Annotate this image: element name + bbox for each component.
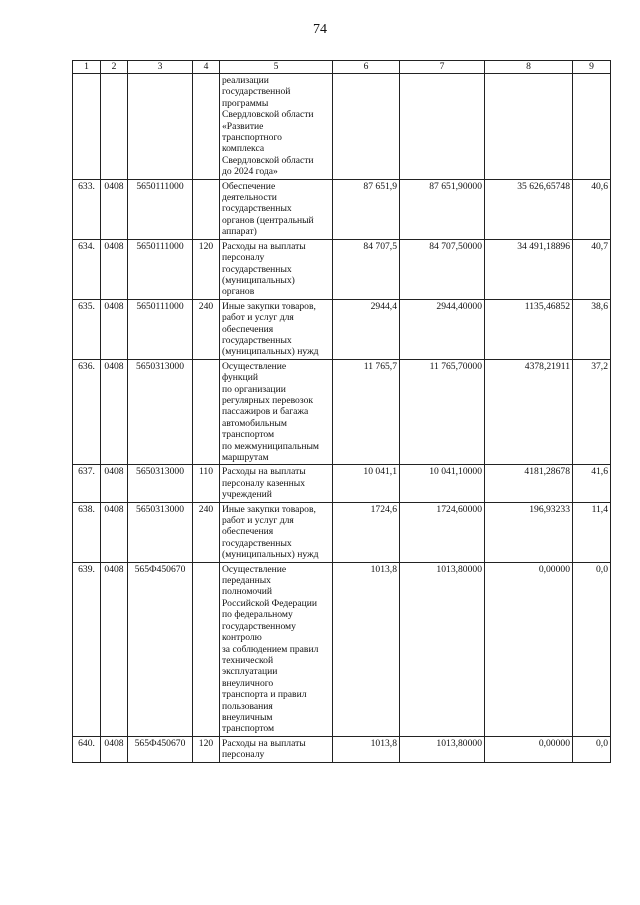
- executed-amount-cell: 0,00000: [485, 736, 573, 762]
- item-name-line: (муниципальных): [222, 274, 295, 286]
- item-name-line: программы: [222, 97, 269, 109]
- item-name-line: работ и услуг для: [222, 515, 294, 527]
- expense-type-code-cell: 120: [193, 736, 220, 762]
- item-name-line: обеспечения: [222, 526, 274, 538]
- column-header-2: 2: [101, 61, 128, 74]
- item-name-line: пользования: [222, 700, 273, 712]
- expense-type-code-cell: [193, 562, 220, 736]
- execution-percent-cell: 38,6: [573, 299, 611, 359]
- executed-amount-cell: 196,93233: [485, 502, 573, 562]
- executed-amount-cell: 4181,28678: [485, 465, 573, 502]
- item-name-line: государственных: [222, 263, 292, 275]
- expense-type-code-cell: 110: [193, 465, 220, 502]
- table-row: [73, 562, 611, 736]
- expense-type-code-cell: [193, 74, 220, 180]
- item-name-line: Иные закупки товаров,: [222, 300, 316, 312]
- column-header-9: 9: [573, 61, 611, 74]
- planned-amount-cell: 87 651,90000: [400, 179, 485, 239]
- planned-amount-cell: [400, 74, 485, 180]
- row-number-cell: 640.: [73, 736, 101, 762]
- item-name-cell: [220, 359, 333, 465]
- row-number-cell: 638.: [73, 502, 101, 562]
- execution-percent-cell: [573, 74, 611, 180]
- item-name-line: Осуществление: [222, 563, 287, 575]
- item-name-line: за соблюдением правил: [222, 643, 319, 655]
- item-name-cell: [220, 465, 333, 502]
- item-name-line: персоналу: [222, 749, 265, 761]
- table-body: [73, 74, 611, 763]
- executed-amount-cell: 34 491,18896: [485, 239, 573, 299]
- row-number-cell: 639.: [73, 562, 101, 736]
- section-code-cell: 0408: [101, 179, 128, 239]
- item-name-line: аппарат): [222, 226, 257, 238]
- item-name-line: Расходы на выплаты: [222, 466, 306, 478]
- item-name-line: деятельности: [222, 192, 277, 204]
- approved-amount-cell: 11 765,7: [333, 359, 400, 465]
- item-name-line: государственному: [222, 620, 296, 632]
- item-name-line: технической: [222, 654, 274, 666]
- table-row: [73, 465, 611, 502]
- item-name-cell: [220, 562, 333, 736]
- budget-table: [72, 60, 611, 763]
- executed-amount-cell: [485, 74, 573, 180]
- row-number-cell: [73, 74, 101, 180]
- item-name-cell: [220, 179, 333, 239]
- section-code-cell: 0408: [101, 562, 128, 736]
- item-name-line: Осуществление: [222, 360, 287, 372]
- item-name-line: (муниципальных) нужд: [222, 549, 319, 561]
- item-name-line: Свердловской области: [222, 109, 314, 121]
- item-name-line: переданных: [222, 575, 271, 587]
- table-row: [73, 736, 611, 762]
- item-name-line: учреждений: [222, 489, 272, 501]
- planned-amount-cell: 2944,40000: [400, 299, 485, 359]
- item-name-cell: [220, 74, 333, 180]
- header-row: [73, 61, 611, 74]
- row-number-cell: 636.: [73, 359, 101, 465]
- item-name-line: транспортного: [222, 132, 282, 144]
- item-name-line: контролю: [222, 632, 262, 644]
- planned-amount-cell: 84 707,50000: [400, 239, 485, 299]
- item-name-line: работ и услуг для: [222, 312, 294, 324]
- expense-type-code-cell: [193, 359, 220, 465]
- table-row: [73, 359, 611, 465]
- item-name-line: Расходы на выплаты: [222, 737, 306, 749]
- item-name-line: полномочий: [222, 586, 273, 598]
- planned-amount-cell: 1013,80000: [400, 562, 485, 736]
- executed-amount-cell: 1135,46852: [485, 299, 573, 359]
- section-code-cell: 0408: [101, 299, 128, 359]
- item-name-line: по межмуниципальным: [222, 440, 319, 452]
- target-article-code-cell: 5650111000: [128, 239, 193, 299]
- column-header-3: 3: [128, 61, 193, 74]
- item-name-line: внеуличным: [222, 711, 273, 723]
- target-article-code-cell: 565Ф450670: [128, 736, 193, 762]
- execution-percent-cell: 0,0: [573, 736, 611, 762]
- column-header-7: 7: [400, 61, 485, 74]
- table-header: [73, 61, 611, 74]
- item-name-line: автомобильным: [222, 417, 287, 429]
- row-number-cell: 637.: [73, 465, 101, 502]
- item-name-cell: [220, 736, 333, 762]
- item-name-line: государственных: [222, 537, 292, 549]
- executed-amount-cell: 35 626,65748: [485, 179, 573, 239]
- column-header-4: 4: [193, 61, 220, 74]
- executed-amount-cell: 0,00000: [485, 562, 573, 736]
- item-name-line: государственных: [222, 203, 292, 215]
- item-name-line: пассажиров и багажа: [222, 406, 309, 418]
- target-article-code-cell: 565Ф450670: [128, 562, 193, 736]
- approved-amount-cell: 1013,8: [333, 736, 400, 762]
- table-row: [73, 74, 611, 180]
- planned-amount-cell: 1724,60000: [400, 502, 485, 562]
- planned-amount-cell: 11 765,70000: [400, 359, 485, 465]
- column-header-1: 1: [73, 61, 101, 74]
- column-header-6: 6: [333, 61, 400, 74]
- target-article-code-cell: 5650111000: [128, 299, 193, 359]
- item-name-line: «Развитие: [222, 120, 264, 132]
- item-name-line: комплекса: [222, 143, 265, 155]
- expense-type-code-cell: [193, 179, 220, 239]
- item-name-line: по федеральному: [222, 609, 293, 621]
- approved-amount-cell: 1013,8: [333, 562, 400, 736]
- table-row: [73, 502, 611, 562]
- execution-percent-cell: 0,0: [573, 562, 611, 736]
- item-name-line: персоналу казенных: [222, 477, 306, 489]
- item-name-line: эксплуатации: [222, 666, 278, 678]
- section-code-cell: 0408: [101, 239, 128, 299]
- approved-amount-cell: 87 651,9: [333, 179, 400, 239]
- execution-percent-cell: 11,4: [573, 502, 611, 562]
- target-article-code-cell: 5650313000: [128, 359, 193, 465]
- item-name-line: (муниципальных) нужд: [222, 346, 319, 358]
- expense-type-code-cell: 120: [193, 239, 220, 299]
- section-code-cell: [101, 74, 128, 180]
- section-code-cell: 0408: [101, 502, 128, 562]
- item-name-line: государственной: [222, 86, 291, 98]
- item-name-cell: [220, 299, 333, 359]
- item-name-line: Свердловской области: [222, 154, 314, 166]
- expense-type-code-cell: 240: [193, 502, 220, 562]
- column-header-8: 8: [485, 61, 573, 74]
- section-code-cell: 0408: [101, 736, 128, 762]
- item-name-line: транспортом: [222, 723, 275, 735]
- planned-amount-cell: 10 041,10000: [400, 465, 485, 502]
- item-name-line: государственных: [222, 334, 292, 346]
- approved-amount-cell: 2944,4: [333, 299, 400, 359]
- table-row: [73, 179, 611, 239]
- item-name-line: функций: [222, 372, 258, 384]
- item-name-line: Иные закупки товаров,: [222, 503, 316, 515]
- approved-amount-cell: [333, 74, 400, 180]
- item-name-line: маршрутам: [222, 452, 269, 463]
- target-article-code-cell: 5650313000: [128, 502, 193, 562]
- execution-percent-cell: 40,7: [573, 239, 611, 299]
- item-name-line: транспортом: [222, 429, 275, 441]
- table-row: [73, 239, 611, 299]
- page-number: 74: [313, 22, 327, 37]
- item-name-line: транспорта и правил: [222, 689, 307, 701]
- row-number-cell: 633.: [73, 179, 101, 239]
- item-name-line: по организации: [222, 383, 286, 395]
- executed-amount-cell: 4378,21911: [485, 359, 573, 465]
- item-name-line: Российской Федерации: [222, 597, 317, 609]
- column-header-5: 5: [220, 61, 333, 74]
- execution-percent-cell: 37,2: [573, 359, 611, 465]
- item-name-line: органов (центральный: [222, 214, 314, 226]
- item-name-cell: [220, 239, 333, 299]
- row-number-cell: 635.: [73, 299, 101, 359]
- approved-amount-cell: 10 041,1: [333, 465, 400, 502]
- planned-amount-cell: 1013,80000: [400, 736, 485, 762]
- item-name-line: внеуличного: [222, 677, 274, 689]
- target-article-code-cell: 5650111000: [128, 179, 193, 239]
- item-name-line: регулярных перевозок: [222, 394, 314, 406]
- target-article-code-cell: 5650313000: [128, 465, 193, 502]
- item-name-line: реализации: [222, 75, 269, 86]
- approved-amount-cell: 84 707,5: [333, 239, 400, 299]
- execution-percent-cell: 40,6: [573, 179, 611, 239]
- section-code-cell: 0408: [101, 359, 128, 465]
- item-name-line: обеспечения: [222, 323, 274, 335]
- item-name-line: Обеспечение: [222, 180, 276, 192]
- item-name-line: Расходы на выплаты: [222, 240, 306, 252]
- row-number-cell: 634.: [73, 239, 101, 299]
- target-article-code-cell: [128, 74, 193, 180]
- approved-amount-cell: 1724,6: [333, 502, 400, 562]
- execution-percent-cell: 41,6: [573, 465, 611, 502]
- expense-type-code-cell: 240: [193, 299, 220, 359]
- table-row: [73, 299, 611, 359]
- item-name-line: органов: [222, 286, 255, 298]
- item-name-line: персоналу: [222, 252, 265, 264]
- item-name-line: до 2024 года»: [222, 166, 278, 178]
- section-code-cell: 0408: [101, 465, 128, 502]
- item-name-cell: [220, 502, 333, 562]
